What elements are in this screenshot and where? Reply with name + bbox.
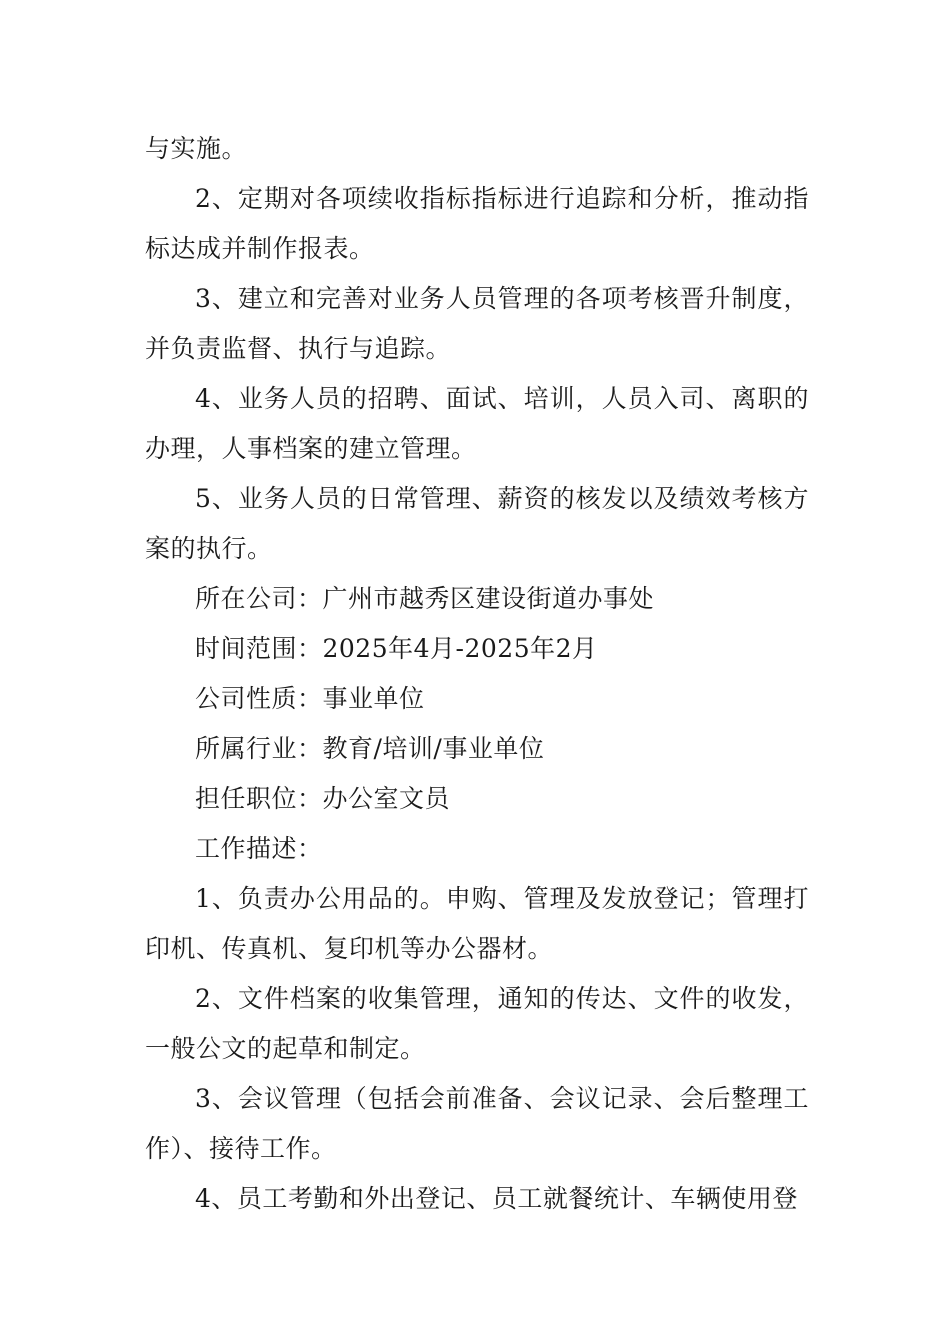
info-line-company-type: 公司性质：事业单位 [195, 684, 425, 713]
paragraph: 2、文件档案的收集管理，通知的传达、文件的收发，一般公文的起草和制定。 [145, 984, 809, 1063]
paragraph: 与实施。 [145, 134, 248, 163]
info-line-period: 时间范围：2025年4月-2025年2月 [195, 634, 598, 663]
info-line-company: 所在公司：广州市越秀区建设街道办事处 [195, 584, 655, 613]
info-line-industry: 所属行业：教育/培训/事业单位 [195, 734, 545, 763]
document-body [145, 124, 809, 1224]
paragraph: 3、会议管理（包括会前准备、会议记录、会后整理工作）、接待工作。 [145, 1084, 809, 1163]
paragraph: 4、业务人员的招聘、面试、培训，人员入司、离职的办理，人事档案的建立管理。 [145, 384, 809, 463]
paragraph: 4、员工考勤和外出登记、员工就餐统计、车辆使用登 [195, 1184, 798, 1213]
paragraph: 3、建立和完善对业务人员管理的各项考核晋升制度，并负责监督、执行与追踪。 [145, 284, 809, 363]
paragraph: 2、定期对各项续收指标指标进行追踪和分析，推动指标达成并制作报表。 [145, 184, 809, 263]
paragraph: 1、负责办公用品的。申购、管理及发放登记；管理打印机、传真机、复印机等办公器材。 [145, 884, 809, 963]
info-line-position: 担任职位：办公室文员 [195, 784, 451, 813]
section-heading-job-description: 工作描述： [195, 834, 323, 863]
paragraph: 5、业务人员的日常管理、薪资的核发以及绩效考核方案的执行。 [145, 484, 809, 563]
